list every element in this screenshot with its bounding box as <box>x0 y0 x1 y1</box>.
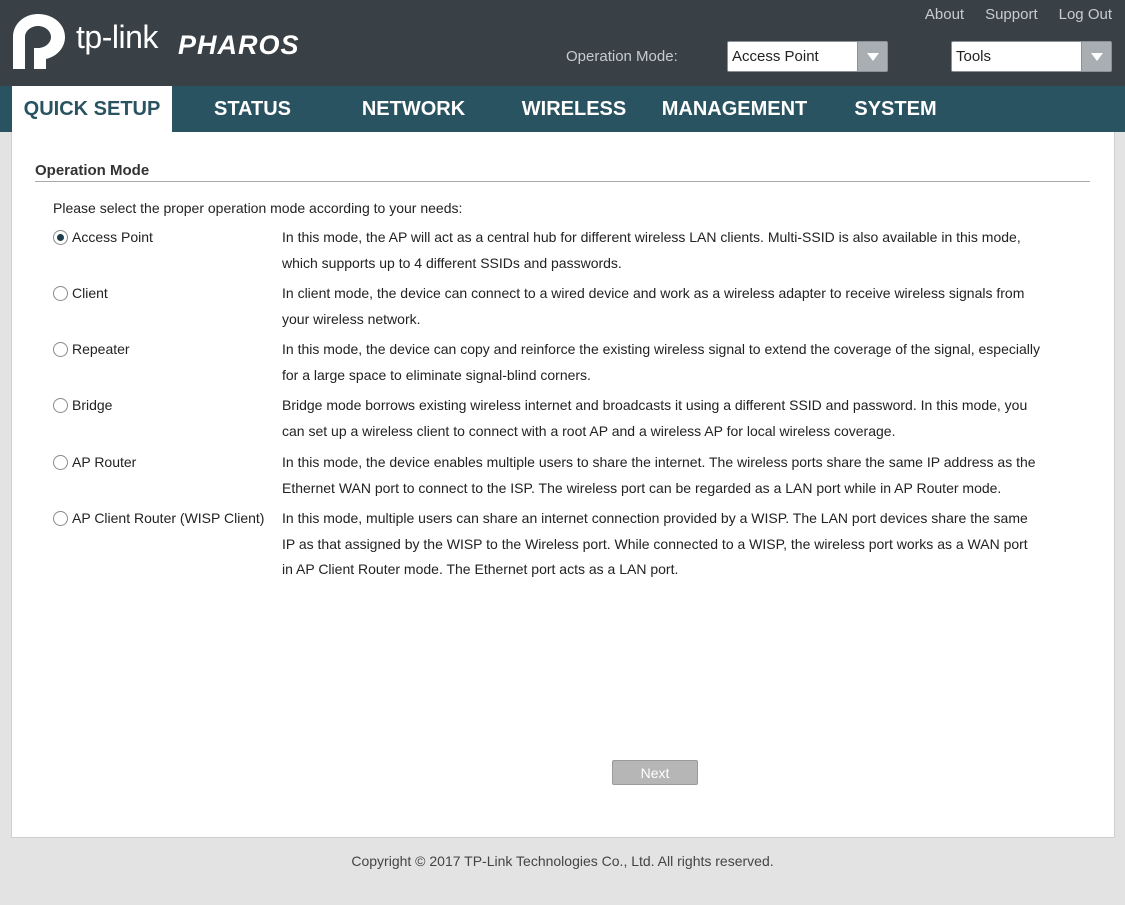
top-links <box>925 6 1112 23</box>
about-link[interactable]: About <box>924 6 965 23</box>
mode-description: In this mode, the device enables multiple users to share the internet. The wireless ports share the same IP address as the Ethernet WAN port to connect to the ISP. The wireless port can be regarded as a LAN port while in AP Router mode. <box>282 454 1036 496</box>
copyright-footer: Copyright © 2017 TP-Link Technologies Co., Ltd. All rights reserved. <box>351 853 774 869</box>
support-link[interactable]: Support <box>985 6 1038 23</box>
mode-label: Bridge <box>72 397 113 413</box>
radio-repeater[interactable] <box>53 342 68 357</box>
tab-wireless[interactable]: WIRELESS <box>521 97 627 120</box>
mode-label: Repeater <box>72 341 130 357</box>
mode-option-repeater[interactable] <box>53 341 130 357</box>
radio-ap-client-router[interactable] <box>53 511 68 526</box>
mode-option-access-point[interactable] <box>53 229 153 245</box>
next-button[interactable]: Next <box>612 760 698 785</box>
tools-value: Tools <box>956 48 992 65</box>
tab-quick-setup[interactable]: QUICK SETUP <box>12 86 172 132</box>
content-panel <box>11 132 1115 838</box>
intro-text: Please select the proper operation mode according to your needs: <box>53 200 463 216</box>
mode-label: AP Router <box>72 454 137 470</box>
brand-name: tp-link <box>76 18 158 55</box>
radio-bridge[interactable] <box>53 398 68 413</box>
divider <box>35 181 1090 182</box>
mode-description: In this mode, multiple users can share an internet connection provided by a WISP. The LAN port devices share the same IP as that assigned by the WISP to the Wireless port. While connected to a WISP, the wireless port works as a WAN port in AP Client Router mode. The Ethernet port acts as a LAN port. <box>282 510 1028 577</box>
tab-network[interactable]: NETWORK <box>361 97 466 120</box>
product-name: PHAROS <box>178 30 300 60</box>
mode-option-client[interactable] <box>53 285 108 301</box>
operation-mode-value: Access Point <box>732 48 819 65</box>
logout-link[interactable]: Log Out <box>1058 6 1112 23</box>
operation-mode-label: Operation Mode: <box>566 48 678 65</box>
mode-description: In this mode, the AP will act as a central hub for different wireless LAN clients. Multi-SSID is also available in this mode, which supports up to 4 different SSIDs and passwords. <box>282 229 1021 271</box>
mode-label: Client <box>72 285 108 301</box>
chevron-down-icon[interactable] <box>1081 42 1111 71</box>
main-nav <box>0 86 1125 132</box>
mode-option-bridge[interactable] <box>53 397 112 413</box>
tab-system[interactable]: SYSTEM <box>854 97 937 120</box>
mode-description: In client mode, the device can connect to a wired device and work as a wireless adapter to receive wireless signals from your wireless network. <box>282 285 1025 327</box>
mode-option-ap-router[interactable] <box>53 454 136 470</box>
mode-description: In this mode, the device can copy and reinforce the existing wireless signal to extend the coverage of the signal, especially for a large space to eliminate signal-blind corners. <box>282 341 1040 383</box>
chevron-down-icon[interactable] <box>857 42 887 71</box>
mode-label: Access Point <box>72 229 153 245</box>
mode-label: AP Client Router (WISP Client) <box>72 510 265 526</box>
section-title: Operation Mode <box>35 162 150 179</box>
tp-link-logo-icon <box>10 12 70 70</box>
header <box>0 0 1125 86</box>
tools-select[interactable] <box>951 41 1112 72</box>
operation-mode-select[interactable] <box>727 41 888 72</box>
tab-status[interactable]: STATUS <box>213 97 292 120</box>
radio-access-point[interactable] <box>53 230 68 245</box>
radio-client[interactable] <box>53 286 68 301</box>
tp-link-logo <box>10 12 158 70</box>
mode-option-ap-client-router[interactable] <box>53 510 264 526</box>
radio-ap-router[interactable] <box>53 455 68 470</box>
mode-description: Bridge mode borrows existing wireless internet and broadcasts it using a different SSID and password. In this mode, you can set up a wireless client to connect with a root AP and a wireless AP for local wireless coverage. <box>282 397 1028 439</box>
tab-management[interactable]: MANAGEMENT <box>661 97 808 120</box>
